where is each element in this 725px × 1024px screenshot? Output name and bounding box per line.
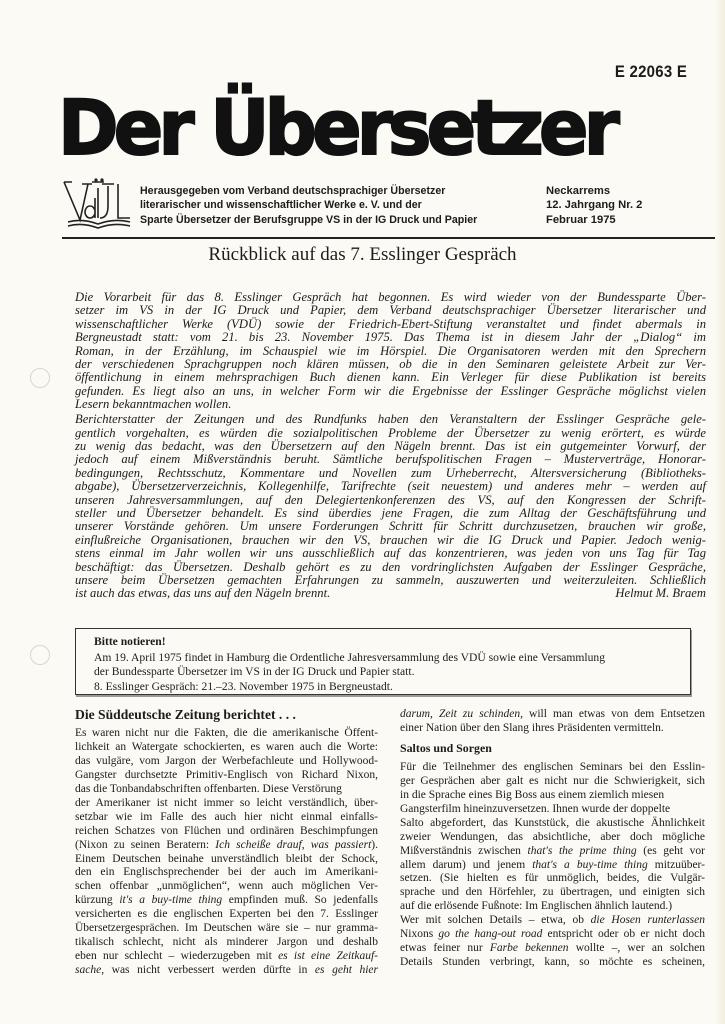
- italic-segment: that's a buy-time thing: [532, 858, 648, 871]
- text-line: das die Tonbandabschriften offenbarten. Diese Verstörung: [75, 782, 342, 795]
- text-segment: ).: [371, 838, 378, 851]
- text-segment: , will man etwas von dem Entsetzen: [520, 708, 705, 720]
- italic-segment: sache: [75, 964, 102, 977]
- text-line: [400, 708, 705, 722]
- column-text: [400, 761, 705, 970]
- text-segment: (es geht vor: [636, 844, 705, 857]
- text-segment: kürzung: [75, 894, 120, 907]
- italic-segment: it's a buy-time thing: [119, 894, 223, 907]
- italic-segment: that's the prime thing: [527, 844, 637, 857]
- text-line: Bergneustadt statt: vom 21. bis 23. November 1975. Das Thema ist in diesem Jahr der „Dialog“ im: [75, 330, 706, 345]
- text-line: setzbar wie im Falle des auch hier nicht einmal einfalls-: [75, 810, 378, 823]
- text-line: [400, 859, 705, 873]
- italic-segment: darum, Zeit zu schinden: [400, 708, 521, 720]
- text-line: den ein Englischsprechender bei der auch im Amerikani-: [75, 866, 378, 879]
- notice-line: der Bundessparte Übersetzer im VS in der IG Druck und Papier statt.: [94, 665, 415, 678]
- issue-place: Neckarrems: [546, 185, 611, 197]
- text-segment: Wer mit solchen Details – etwa, ob: [400, 914, 591, 927]
- issue-info: [546, 184, 642, 227]
- section-heading: Die Süddeutsche Zeitung berichtet . . .: [75, 707, 296, 722]
- text-line: [75, 587, 706, 600]
- article-intro: [75, 291, 706, 601]
- column-text: [75, 727, 378, 978]
- notice-line: 8. Esslinger Gespräch: 21.–23. November 1975 in Bergneustadt.: [94, 679, 393, 693]
- text-segment: Nixons: [400, 928, 439, 941]
- text-line: einer Nation über den Slang ihres Präsidenten vermitteln.: [400, 721, 664, 734]
- notice-line: Am 19. April 1975 findet in Hamburg die Ordentliche Jahresversammlung des VDÜ sowie eine Versammlung: [94, 650, 606, 664]
- text-line: [75, 950, 378, 964]
- text-line: Es waren nicht nur die Fakten, die die amerikanische Öffent-: [75, 726, 378, 739]
- text-line: Details Stunden verbringt, kann, so möchte es scheinen,: [400, 956, 705, 969]
- italic-segment: es geht hier: [314, 964, 378, 977]
- text-line: Übersetzergesprächen. Im Deutschen wäre sie – nur gramma-: [75, 922, 378, 935]
- text-segment: (Nixon zu seinen Beratern:: [75, 838, 216, 851]
- text-line: zweier Wendungen, das absichtliche, aber doch mögliche: [400, 830, 705, 843]
- masthead-title: Der Übersetzer: [58, 83, 615, 172]
- text-line: unsere beim Übersetzen gemachten Erfahrungen zu sammeln, auszuwerten und weiterzuleiten. Schließlich: [75, 573, 706, 588]
- text-segment: etwas feiner nur: [400, 942, 490, 955]
- text-line: [75, 894, 378, 908]
- issue-volume: 12. Jahrgang Nr. 2: [546, 199, 643, 212]
- text-line: Für die Teilnehmer des englischen Seminars bei den Esslin-: [400, 760, 705, 773]
- italic-segment: Farbe bekennen: [489, 942, 569, 955]
- text-line: tikalisch schlecht, nicht als minderer Jargon und deshalb: [75, 936, 378, 949]
- text-line: jedoch auf einem Mißverständnis beruht. Sämtliche berufspolitischen Fragen – Musterverträge, Honorar-: [75, 452, 706, 467]
- text-segment: ist auch das etwas, das uns auf den Nägeln brennt.: [75, 586, 331, 601]
- text-line: [400, 942, 705, 956]
- text-line: sprache und den Hörfehler, zu übertragen, und einigten sich: [400, 886, 705, 899]
- column-left: [75, 708, 378, 978]
- issue-date: Februar 1975: [546, 213, 616, 226]
- registration-code: E 22063 E: [614, 62, 687, 81]
- text-line: unserer Vorstände gehören. Um unsere Forderungen Schritt für Schritt durchzusetzen, brauchen wir große,: [75, 519, 706, 534]
- text-line: versicherten es die englischen Experten bei den 7. Esslinger: [75, 908, 378, 921]
- text-line: Salto abgefordert, das Kunststück, die akustische Ähnlichkeit: [400, 816, 705, 829]
- article-headline: Rückblick auf das 7. Esslinger Gespräch: [208, 244, 517, 265]
- text-segment: , was nicht verbessert werden dürfte in: [101, 964, 315, 977]
- text-line: Die Vorarbeit für das 8. Esslinger Gespräch hat begonnen. Es wird wieder von der Bundessparte Über-: [75, 290, 706, 304]
- text-line: der verschiedenen Sprachgruppen noch klären müssen, ob die in den Seminaren geleistete Arbeit zur Ver-: [75, 357, 706, 372]
- italic-segment: es ist eine Zeitkauf-: [278, 950, 379, 963]
- text-line: öffentlichung in einem mehrsprachigen Buch dienen kann. Ein Verleger für diese Publikation ist bereits: [75, 370, 706, 385]
- text-line: auf die erlösende Fußnote: Im Englischen ähnlich lautend.): [400, 900, 673, 913]
- text-line: steller und Übersetzer behandelt. Es sind überdies jene Fragen, die zum Alltag der Geschäftsführung und: [75, 506, 706, 520]
- text-segment: empfinden muß. So jedenfalls: [222, 894, 378, 907]
- text-line: reichen Schatzes von Flüchen und ordinären Beschimpfungen: [75, 824, 378, 837]
- text-line: einflußreiche Organisationen, brauchen wir den VS, brauchen wir die IG Druck und Papier. Jedoch wenig-: [75, 532, 706, 547]
- text-segment: eben nur schlecht – wiederzugeben mit: [75, 950, 279, 963]
- text-line: beschäftigt: das Übersetzen. Deshalb gehört es zu den vordringlichsten Aufgaben der Esslinger Gespräche,: [75, 559, 706, 574]
- italic-segment: Ich scheiße drauf, was passiert: [215, 838, 372, 851]
- italic-segment: go the hang-out road: [438, 928, 543, 941]
- text-segment: allem darum) und jenem: [400, 858, 533, 871]
- text-segment: Mißverständnis zwischen: [400, 844, 528, 857]
- text-line: setzer im VS in der IG Druck und Papier, dem Verband deutschsprachiger Übersetzer literarischer und: [75, 303, 706, 318]
- punch-hole: [30, 645, 50, 665]
- text-line: bedingungen, Rechtsschutz, Kommentare und Novellen zum Urheberrecht, Altersversicherung (Bibliotheks-: [75, 465, 706, 480]
- text-line: Gangster durchsetzte Primitiv-Englisch von Richard Nixon,: [75, 768, 378, 781]
- section-subheading: Saltos und Sorgen: [400, 740, 492, 755]
- text-line: [400, 928, 705, 942]
- text-line: wissenschaftlicher Werke (VDÜ) sowie der Friedrich-Ebert-Stiftung veranstaltet und findet abermals in: [75, 316, 706, 331]
- text-line: lichkeit an Watergate schockierten, es waren auch die Worte:: [75, 740, 378, 753]
- text-line: Gangsterfilm hineinzuversetzen. Ihnen wurde der doppelte: [400, 802, 671, 815]
- text-segment: entspricht oder ob er nicht doch: [542, 928, 705, 941]
- text-line: [75, 839, 378, 853]
- text-line: schen offenbar „unmöglichen“, wenn auch möglichen Ver-: [75, 880, 378, 893]
- publisher-line: Sparte Übersetzer der Berufsgruppe VS in der IG Druck und Papier: [140, 213, 478, 226]
- publisher-line: literarischer und wissenschaftlicher Werke e. V. und der: [140, 199, 422, 212]
- text-line: Berichterstatter der Zeitungen und des Rundfunks haben den Veranstaltern der Esslinger Gespräche gele-: [75, 412, 706, 427]
- publisher-info: [140, 184, 477, 227]
- notice-box: [75, 628, 691, 695]
- author-signature: Helmut M. Braem: [615, 586, 706, 601]
- text-line: Lesern bekanntmachen wollen.: [75, 397, 232, 412]
- notice-title: Bitte notieren!: [94, 635, 166, 648]
- text-line: zu wenig das bedacht, was den Übersetzern auf den Nägeln brennt. Das ist ein gutgemeinter Vorwurf, der: [75, 438, 706, 453]
- text-line: ger Gesprächen aber galt es nicht nur die Schwierigkeit, sich: [400, 774, 705, 787]
- paragraph: [75, 291, 706, 412]
- italic-segment: die Hosen runterlassen: [590, 914, 705, 927]
- text-line: Roman, in der Erzählung, im Schauspiel wie im Hörspiel. Die Organisatoren werden mit den Sprechern: [75, 343, 706, 358]
- text-line: gentlich vorgehalten, es würden die sozialpolitischen Probleme der Übersetzer zu wenig erörtert, es würde: [75, 425, 706, 440]
- masthead-rule: [62, 237, 722, 239]
- paper-edge: [715, 0, 725, 1024]
- text-line: gefunden. Es liegt also an uns, in welcher Form wir die Ergebnisse der Esslinger Gespräche möglichst vielen: [75, 383, 706, 398]
- text-segment: wollte –, wer an solchen: [568, 942, 705, 955]
- column-text: [400, 708, 705, 736]
- text-line: unseren Jahresversammlungen, auf den Delegiertenkonferenzen des VS, auf den Kongressen der Schrift-: [75, 492, 706, 507]
- paragraph: [75, 413, 706, 601]
- text-line: Einem Deutschen beinahe unverständlich bleibt der Schock,: [75, 852, 378, 865]
- punch-hole: [30, 368, 50, 388]
- text-line: abgabe), Übersetzerverzeichnis, Kollegenhilfe, Tarifrechte (seit neuestem) und anderes mehr – werden auf: [75, 479, 706, 494]
- text-line: stens einmal im Jahr wollen wir uns ausschließlich auf das konzentrieren, was jeden von uns Tag für Tag: [75, 546, 706, 561]
- column-right: [400, 708, 705, 970]
- text-line: der Amerikaner ist nicht immer so leicht verständlich, über-: [75, 796, 378, 809]
- text-line: in die Sprache eines Big Boss aus einem ziemlich miesen: [400, 788, 665, 801]
- text-segment: mitzuüber-: [647, 858, 705, 871]
- text-line: [400, 914, 705, 928]
- text-line: [400, 845, 705, 859]
- text-line: setzen. (Sie hielten es für unmöglich, beides, die Vulgär-: [400, 872, 705, 885]
- publisher-line: Herausgegeben vom Verband deutschsprachiger Übersetzer: [140, 185, 446, 197]
- text-line: [75, 964, 378, 978]
- vdu-logo: [62, 176, 134, 232]
- text-line: das vulgäre, vom Jargon der Werbefachleute und Hollywood-: [75, 754, 378, 767]
